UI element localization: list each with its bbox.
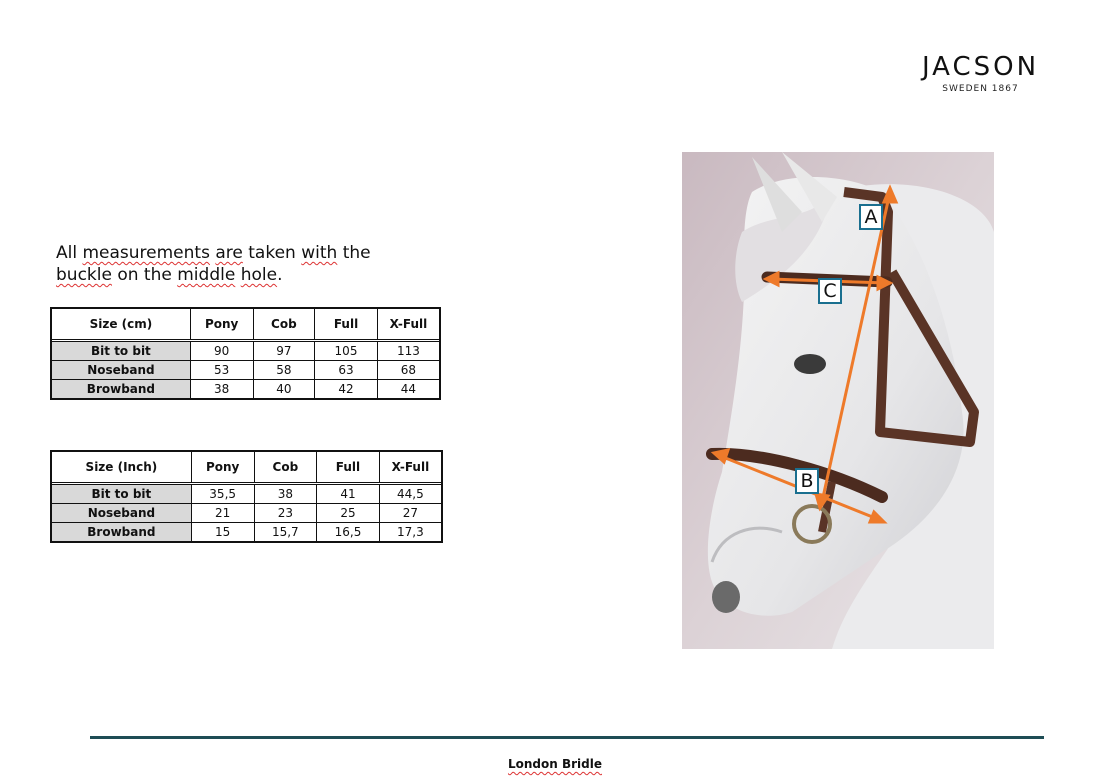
table-row bbox=[51, 342, 440, 361]
table-cell: 58 bbox=[253, 361, 315, 380]
table-header: Pony bbox=[190, 308, 253, 340]
table-header: Cob bbox=[253, 308, 315, 340]
horse-illustration bbox=[682, 152, 994, 649]
table-row bbox=[51, 504, 442, 523]
table-cell: 27 bbox=[379, 504, 442, 523]
note-text: All bbox=[56, 243, 83, 263]
table-cell: 90 bbox=[190, 342, 253, 361]
table-cell: 38 bbox=[190, 380, 253, 400]
brand-tagline: SWEDEN 1867 bbox=[942, 84, 1019, 94]
footer-title bbox=[0, 757, 1110, 771]
table-cell: 42 bbox=[315, 380, 378, 400]
size-table-inch bbox=[50, 450, 443, 543]
table-cell: 21 bbox=[191, 504, 254, 523]
label-a: A bbox=[859, 204, 883, 230]
size-table-cm bbox=[50, 307, 441, 400]
table-cell: 44,5 bbox=[379, 485, 442, 504]
table-cell: 68 bbox=[377, 361, 440, 380]
row-header: Bit to bit bbox=[51, 342, 190, 361]
table-cell: 16,5 bbox=[317, 523, 380, 543]
row-header: Browband bbox=[51, 523, 191, 543]
note-text: the bbox=[337, 243, 371, 263]
table-row bbox=[51, 361, 440, 380]
note-text: with bbox=[301, 243, 338, 263]
row-header: Browband bbox=[51, 380, 190, 400]
note-text: hole bbox=[240, 265, 278, 285]
label-c: C bbox=[818, 278, 842, 304]
table-cell: 35,5 bbox=[191, 485, 254, 504]
note-text: taken bbox=[242, 243, 302, 263]
table-cell: 25 bbox=[317, 504, 380, 523]
table-header: Full bbox=[315, 308, 378, 340]
table-cell: 44 bbox=[377, 380, 440, 400]
footer-rule bbox=[90, 736, 1044, 739]
table-row bbox=[51, 485, 442, 504]
note-text: on the bbox=[111, 265, 178, 285]
table-header: Full bbox=[317, 451, 380, 483]
table-cell: 38 bbox=[254, 485, 317, 504]
table-header-row bbox=[51, 308, 440, 340]
table-row bbox=[51, 523, 442, 543]
table-cell: 17,3 bbox=[379, 523, 442, 543]
table-cell: 97 bbox=[253, 342, 315, 361]
table-header: Size (cm) bbox=[51, 308, 190, 340]
table-cell: 53 bbox=[190, 361, 253, 380]
note-text: middle bbox=[177, 265, 236, 285]
row-header: Noseband bbox=[51, 361, 190, 380]
table-cell: 105 bbox=[315, 342, 378, 361]
horse-bridle-photo bbox=[682, 152, 994, 649]
table-header: Pony bbox=[191, 451, 254, 483]
label-b: B bbox=[795, 468, 819, 494]
table-cell: 40 bbox=[253, 380, 315, 400]
table-header: X-Full bbox=[379, 451, 442, 483]
table-header-row bbox=[51, 451, 442, 483]
table-header: X-Full bbox=[377, 308, 440, 340]
table-cell: 113 bbox=[377, 342, 440, 361]
table-cell: 41 bbox=[317, 485, 380, 504]
row-header: Noseband bbox=[51, 504, 191, 523]
brand-name: JACSON bbox=[921, 52, 1040, 82]
table-cell: 15 bbox=[191, 523, 254, 543]
note-text: measurements bbox=[82, 243, 210, 263]
note-text: are bbox=[215, 243, 243, 263]
table-cell: 15,7 bbox=[254, 523, 317, 543]
row-header: Bit to bit bbox=[51, 485, 191, 504]
table-cell: 23 bbox=[254, 504, 317, 523]
table-row bbox=[51, 380, 440, 400]
table-cell: 63 bbox=[315, 361, 378, 380]
product-name: London Bridle bbox=[507, 757, 602, 771]
note-text: buckle bbox=[56, 265, 112, 285]
table-header: Cob bbox=[254, 451, 317, 483]
note-text: . bbox=[277, 265, 283, 285]
table-header: Size (Inch) bbox=[51, 451, 191, 483]
brand-logo bbox=[908, 52, 1053, 94]
measurement-note bbox=[56, 242, 416, 286]
